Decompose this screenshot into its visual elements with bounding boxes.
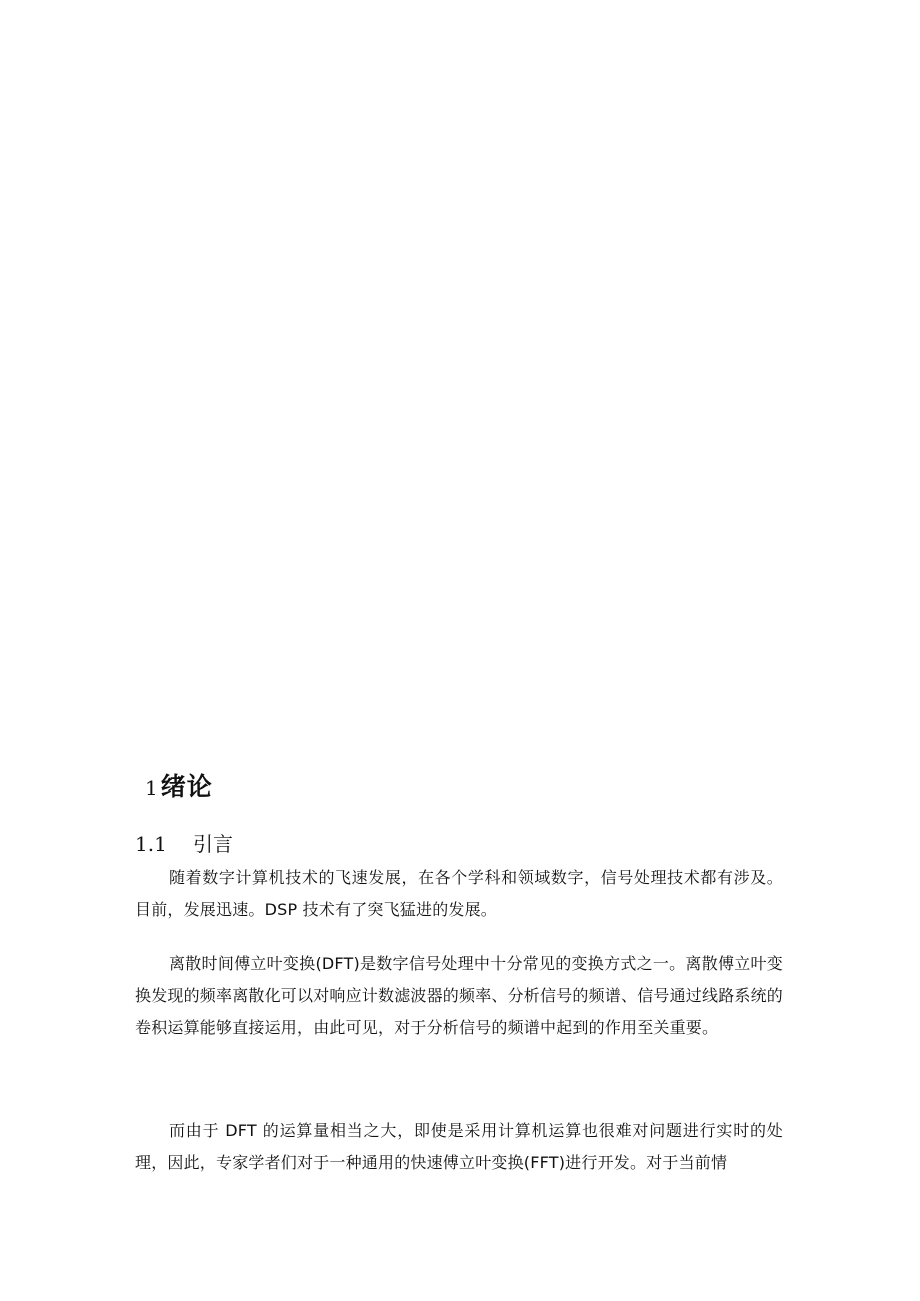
section-heading <box>135 830 233 858</box>
body-paragraph: 离散时间傅立叶变换(DFT)是数字信号处理中十分常见的变换方式之一。离散傅立叶变换发现的频率离散化可以对响应计数滤波器的频率、分析信号的频谱、信号通过线路系统的卷积运算能够直接运用，由此可见，对于分析信号的频谱中起到的作用至关重要。 <box>135 954 784 1037</box>
body-paragraph: 而由于 DFT 的运算量相当之大，即使是采用计算机运算也很难对问题进行实时的处理，因此，专家学者们对于一种通用的快速傅立叶变换(FFT)进行开发。对于当前情 <box>135 1121 783 1172</box>
section-title-text: 引言 <box>193 832 233 856</box>
chapter-title-text: 绪论 <box>160 772 213 801</box>
chapter-number: 1 <box>145 776 159 800</box>
body-paragraph: 随着数字计算机技术的飞速发展，在各个学科和领域数字，信号处理技术都有涉及。目前，发展迅速。DSP 技术有了突飞猛进的发展。 <box>135 868 783 919</box>
chapter-heading <box>145 770 213 805</box>
section-number: 1.1 <box>135 832 167 856</box>
